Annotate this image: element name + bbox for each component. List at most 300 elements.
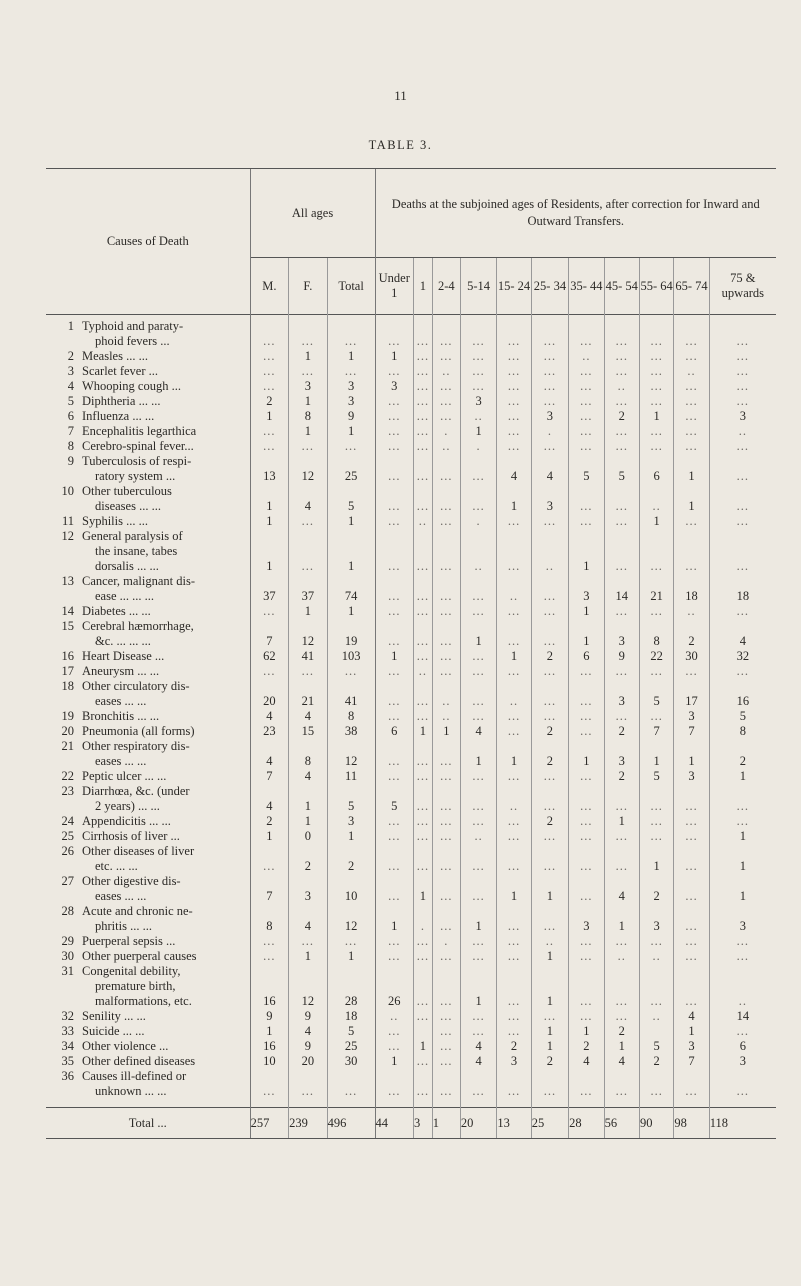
value-cell: ... (639, 424, 673, 439)
cause-number: 24 (61, 814, 74, 828)
value-cell: ... (375, 874, 414, 904)
value-cell: 5 (375, 784, 414, 814)
cause-name-cell (46, 529, 250, 574)
value-cell: ... (674, 784, 709, 814)
value-cell: ... (497, 814, 531, 829)
value-cell: ... (709, 364, 776, 379)
value-cell: 2 (709, 739, 776, 769)
value-cell: ... (432, 1009, 460, 1024)
value-cell: ... (674, 814, 709, 829)
value-cell: ... (709, 454, 776, 484)
value-cell: 17 (674, 679, 709, 709)
value-cell: ... (604, 934, 639, 949)
value-cell: . (414, 904, 433, 934)
value-cell: ... (497, 934, 531, 949)
cause-name: Diabetes ... ... (82, 604, 151, 618)
value-cell: ... (531, 1009, 568, 1024)
value-cell: 1 (414, 1039, 433, 1054)
value-cell: ... (327, 364, 375, 379)
cause-number: 36 (61, 1069, 74, 1083)
value-cell: 2 (531, 739, 568, 769)
value-cell: ... (569, 394, 604, 409)
table-row (46, 769, 776, 784)
value-cell: 37 (289, 574, 328, 604)
value-cell: ... (375, 619, 414, 649)
value-cell: 2 (604, 409, 639, 424)
cause-number: 27 (61, 874, 74, 888)
total-cell: 118 (709, 1108, 776, 1139)
value-cell: ... (414, 1054, 433, 1069)
value-cell: ... (531, 574, 568, 604)
value-cell: ... (674, 424, 709, 439)
col-header-age-2-4: 2-4 (432, 258, 460, 315)
value-cell: ... (497, 1069, 531, 1108)
value-cell: ... (414, 814, 433, 829)
value-cell: ... (639, 814, 673, 829)
table-row (46, 574, 776, 604)
value-cell: ... (604, 529, 639, 574)
value-cell: ... (432, 874, 460, 904)
total-cell: 496 (327, 1108, 375, 1139)
value-cell: ... (674, 844, 709, 874)
value-cell: 8 (639, 619, 673, 649)
value-cell: ... (569, 679, 604, 709)
value-cell: 1 (250, 409, 289, 424)
value-cell: 1 (250, 829, 289, 844)
value-cell: ... (497, 439, 531, 454)
value-cell: ... (604, 1069, 639, 1108)
value-cell: ... (531, 364, 568, 379)
value-cell: 19 (327, 619, 375, 649)
value-cell: 1 (604, 904, 639, 934)
table-row (46, 1054, 776, 1069)
cause-number: 26 (61, 844, 74, 858)
col-header-f: F. (289, 258, 328, 315)
value-cell: 1 (531, 949, 568, 964)
table-row (46, 619, 776, 649)
value-cell: 7 (250, 769, 289, 784)
cause-name: ratory system ... (95, 469, 176, 483)
value-cell: ... (414, 604, 433, 619)
value-cell: 4 (289, 709, 328, 724)
value-cell: ... (709, 379, 776, 394)
value-cell: ... (569, 364, 604, 379)
cause-number: 19 (61, 709, 74, 723)
total-cell: 1 (432, 1108, 460, 1139)
col-header-age-35-44: 35- 44 (569, 258, 604, 315)
value-cell: ... (289, 439, 328, 454)
col-header-age-65-74: 65- 74 (674, 258, 709, 315)
value-cell: 1 (289, 394, 328, 409)
cause-number: 30 (61, 949, 74, 963)
value-cell: 2 (531, 814, 568, 829)
value-cell: ... (414, 424, 433, 439)
value-cell: 2 (327, 844, 375, 874)
cause-name-cell (46, 574, 250, 604)
value-cell: 1 (414, 724, 433, 739)
value-cell: 6 (569, 649, 604, 664)
value-cell: ... (604, 664, 639, 679)
table-row (46, 1024, 776, 1039)
value-cell: 30 (674, 649, 709, 664)
table-row (46, 784, 776, 814)
value-cell: ... (674, 949, 709, 964)
value-cell: ... (569, 1069, 604, 1108)
cause-name: Other puerperal causes (82, 949, 197, 963)
table-row (46, 904, 776, 934)
value-cell: ... (709, 1024, 776, 1039)
value-cell: ... (432, 784, 460, 814)
value-cell: 9 (327, 409, 375, 424)
cause-number: 7 (67, 424, 74, 438)
value-cell: ... (531, 829, 568, 844)
total-row (46, 1108, 776, 1139)
cause-name: Bronchitis ... ... (82, 709, 160, 723)
value-cell: ... (674, 964, 709, 1009)
value-cell: ... (604, 514, 639, 529)
value-cell: 9 (289, 1009, 328, 1024)
value-cell: ... (432, 964, 460, 1009)
value-cell: ... (497, 1024, 531, 1039)
value-cell: . (531, 424, 568, 439)
value-cell: 8 (327, 709, 375, 724)
value-cell: 3 (604, 679, 639, 709)
value-cell: 26 (375, 964, 414, 1009)
col-header-age-75-up: 75 & upwards (709, 258, 776, 315)
value-cell: ... (569, 844, 604, 874)
value-cell: ... (497, 904, 531, 934)
value-cell: ... (289, 664, 328, 679)
value-cell: ... (604, 484, 639, 514)
cause-name: unknown ... ... (95, 1084, 167, 1098)
value-cell: ... (569, 949, 604, 964)
value-cell: 37 (250, 574, 289, 604)
value-cell: ... (639, 529, 673, 574)
value-cell: ... (569, 934, 604, 949)
value-cell: ... (432, 409, 460, 424)
value-cell: 32 (709, 649, 776, 664)
value-cell: ... (531, 379, 568, 394)
value-cell: 1 (327, 949, 375, 964)
value-cell: ... (432, 574, 460, 604)
value-cell: ... (497, 424, 531, 439)
value-cell: ... (250, 1069, 289, 1108)
value-cell: 1 (375, 349, 414, 364)
cause-number: 34 (61, 1039, 74, 1053)
value-cell: 6 (639, 454, 673, 484)
value-cell: .. (709, 964, 776, 1009)
value-cell: 1 (460, 964, 496, 1009)
value-cell: ... (531, 1069, 568, 1108)
value-cell: ... (639, 349, 673, 364)
value-cell: ... (497, 844, 531, 874)
value-cell: ... (674, 379, 709, 394)
value-cell: ... (414, 439, 433, 454)
value-cell: ... (569, 315, 604, 350)
value-cell: ... (414, 829, 433, 844)
value-cell: ... (709, 604, 776, 619)
value-cell: ... (569, 769, 604, 784)
value-cell: ... (432, 484, 460, 514)
value-cell: ... (460, 844, 496, 874)
value-cell: ... (709, 1069, 776, 1108)
value-cell: ... (674, 829, 709, 844)
value-cell: ... (250, 949, 289, 964)
cause-name-cell (46, 679, 250, 709)
table-row (46, 529, 776, 574)
value-cell: 2 (639, 1054, 673, 1069)
value-cell: 3 (709, 1054, 776, 1069)
cause-name-cell (46, 874, 250, 904)
cause-name-cell (46, 1069, 250, 1108)
value-cell: ... (674, 874, 709, 904)
cause-name: &c. ... ... ... (95, 634, 151, 648)
cause-number: 20 (61, 724, 74, 738)
value-cell: ... (569, 484, 604, 514)
value-cell: ... (460, 709, 496, 724)
cause-number: 35 (61, 1054, 74, 1068)
value-cell: 8 (250, 904, 289, 934)
value-cell: 4 (531, 454, 568, 484)
value-cell: 4 (569, 1054, 604, 1069)
value-cell: 12 (327, 904, 375, 934)
value-cell: ... (604, 349, 639, 364)
cause-name: Other defined diseases (82, 1054, 196, 1068)
value-cell: 1 (639, 514, 673, 529)
value-cell: ... (531, 439, 568, 454)
value-cell: 3 (327, 394, 375, 409)
value-cell: ... (460, 874, 496, 904)
value-cell: ... (375, 439, 414, 454)
value-cell: . (460, 514, 496, 529)
value-cell: 2 (531, 724, 568, 739)
value-cell: ... (674, 349, 709, 364)
value-cell: ... (375, 949, 414, 964)
value-cell: ... (639, 934, 673, 949)
value-cell: 1 (531, 964, 568, 1009)
value-cell: ... (569, 874, 604, 904)
value-cell: 3 (569, 904, 604, 934)
value-cell: ... (432, 349, 460, 364)
value-cell: 4 (709, 619, 776, 649)
cause-name-cell (46, 739, 250, 769)
value-cell: 5 (709, 709, 776, 724)
value-cell: 8 (289, 409, 328, 424)
cause-number: 3 (67, 364, 74, 378)
cause-name: phoid fevers ... (95, 334, 170, 348)
value-cell: 5 (639, 769, 673, 784)
value-cell: 2 (569, 1039, 604, 1054)
value-cell: .. (674, 364, 709, 379)
value-cell: ... (531, 679, 568, 709)
cause-name-cell (46, 904, 250, 934)
cause-name-cell (46, 829, 250, 844)
value-cell: 3 (460, 394, 496, 409)
value-cell: ... (414, 844, 433, 874)
cause-name-cell (46, 934, 250, 949)
value-cell: ... (375, 454, 414, 484)
value-cell: 5 (604, 454, 639, 484)
value-cell: ... (604, 784, 639, 814)
value-cell: 4 (250, 784, 289, 814)
value-cell: ... (432, 949, 460, 964)
cause-name-cell (46, 814, 250, 829)
value-cell: ... (414, 1069, 433, 1108)
cause-name: Causes ill-defined or (82, 1069, 187, 1083)
value-cell: ... (375, 709, 414, 724)
value-cell: 2 (250, 394, 289, 409)
value-cell: ... (639, 709, 673, 724)
value-cell: 4 (604, 1054, 639, 1069)
cause-name-cell (46, 784, 250, 814)
value-cell: 3 (604, 619, 639, 649)
value-cell: ... (250, 934, 289, 949)
value-cell: 1 (327, 514, 375, 529)
value-cell: ... (375, 934, 414, 949)
value-cell: 2 (639, 874, 673, 904)
value-cell: 9 (250, 1009, 289, 1024)
cause-number: 16 (61, 649, 74, 663)
value-cell: ... (414, 934, 433, 949)
value-cell: ... (250, 439, 289, 454)
value-cell: . (432, 934, 460, 949)
value-cell: 4 (250, 739, 289, 769)
value-cell: ... (414, 769, 433, 784)
value-cell: ... (414, 529, 433, 574)
table-row (46, 1039, 776, 1054)
cause-name-cell (46, 379, 250, 394)
value-cell: 6 (709, 1039, 776, 1054)
value-cell: 4 (289, 484, 328, 514)
value-cell: 1 (289, 814, 328, 829)
value-cell: .. (432, 439, 460, 454)
cause-number: 32 (61, 1009, 74, 1023)
value-cell: ... (432, 649, 460, 664)
value-cell: 7 (250, 874, 289, 904)
cause-number: 25 (61, 829, 74, 843)
value-cell: ... (432, 904, 460, 934)
value-cell: . (460, 439, 496, 454)
value-cell: ... (432, 454, 460, 484)
value-cell: .. (604, 379, 639, 394)
table-row (46, 724, 776, 739)
value-cell: ... (604, 364, 639, 379)
cause-name: dorsalis ... ... (95, 559, 159, 573)
value-cell: ... (569, 1009, 604, 1024)
value-cell: ... (674, 439, 709, 454)
value-cell: ... (497, 709, 531, 724)
value-cell: ... (414, 964, 433, 1009)
total-cell: 28 (569, 1108, 604, 1139)
table-row (46, 439, 776, 454)
cause-name: eases ... ... (95, 889, 147, 903)
value-cell: 28 (327, 964, 375, 1009)
value-cell: 18 (709, 574, 776, 604)
table-row (46, 315, 776, 350)
cause-name: Tuberculosis of respi- (82, 454, 192, 468)
cause-name: eases ... ... (95, 754, 147, 768)
value-cell: 30 (327, 1054, 375, 1069)
cause-name: etc. ... ... (95, 859, 138, 873)
value-cell: 1 (639, 739, 673, 769)
col-header-total: Total (327, 258, 375, 315)
value-cell: 12 (289, 454, 328, 484)
table-row (46, 394, 776, 409)
value-cell: ... (327, 934, 375, 949)
value-cell: ... (604, 829, 639, 844)
value-cell: ... (432, 1024, 460, 1039)
value-cell: .. (639, 484, 673, 514)
cause-name: 2 years) ... ... (95, 799, 160, 813)
value-cell: ... (531, 784, 568, 814)
value-cell: 13 (250, 454, 289, 484)
value-cell: ... (460, 364, 496, 379)
cause-name: diseases ... ... (95, 499, 161, 513)
value-cell: ... (497, 724, 531, 739)
cause-name: Typhoid and paraty- (82, 319, 184, 333)
value-cell: ... (414, 649, 433, 664)
value-cell: ... (709, 484, 776, 514)
value-cell: ... (531, 619, 568, 649)
value-cell: ... (289, 529, 328, 574)
value-cell: ... (674, 514, 709, 529)
value-cell: ... (375, 574, 414, 604)
value-cell: ... (414, 409, 433, 424)
value-cell: .. (497, 679, 531, 709)
value-cell: ... (639, 379, 673, 394)
value-cell: ... (432, 664, 460, 679)
cause-name-cell (46, 964, 250, 1009)
cause-number: 31 (61, 964, 74, 978)
table-row (46, 844, 776, 874)
col-header-age-55-64: 55- 64 (639, 258, 673, 315)
value-cell: ... (414, 394, 433, 409)
cause-name: Cerebro-spinal fever... (82, 439, 194, 453)
cause-name: Other violence ... (82, 1039, 169, 1053)
value-cell: 1 (289, 349, 328, 364)
value-cell: 1 (327, 604, 375, 619)
value-cell: ... (460, 679, 496, 709)
table-row (46, 424, 776, 439)
cause-name-cell (46, 424, 250, 439)
value-cell: .. (432, 679, 460, 709)
value-cell: 3 (639, 904, 673, 934)
cause-number: 2 (67, 349, 74, 363)
value-cell: ... (497, 829, 531, 844)
value-cell: 9 (604, 649, 639, 664)
value-cell: ... (709, 394, 776, 409)
value-cell: ... (639, 604, 673, 619)
value-cell: 1 (414, 874, 433, 904)
value-cell: 3 (327, 814, 375, 829)
value-cell: ... (375, 769, 414, 784)
cause-number: 11 (61, 514, 74, 528)
cause-number: 10 (61, 484, 74, 498)
value-cell: ... (414, 1009, 433, 1024)
value-cell: ... (432, 1054, 460, 1069)
value-cell: 3 (289, 379, 328, 394)
value-cell: .. (414, 514, 433, 529)
value-cell: ... (531, 604, 568, 619)
value-cell: ... (531, 349, 568, 364)
value-cell: 4 (604, 874, 639, 904)
cause-name: phritis ... ... (95, 919, 152, 933)
value-cell: 1 (460, 424, 496, 439)
value-cell: 103 (327, 649, 375, 664)
cause-name: Heart Disease ... (82, 649, 165, 663)
value-cell: 1 (674, 1024, 709, 1039)
value-cell: ... (604, 964, 639, 1009)
